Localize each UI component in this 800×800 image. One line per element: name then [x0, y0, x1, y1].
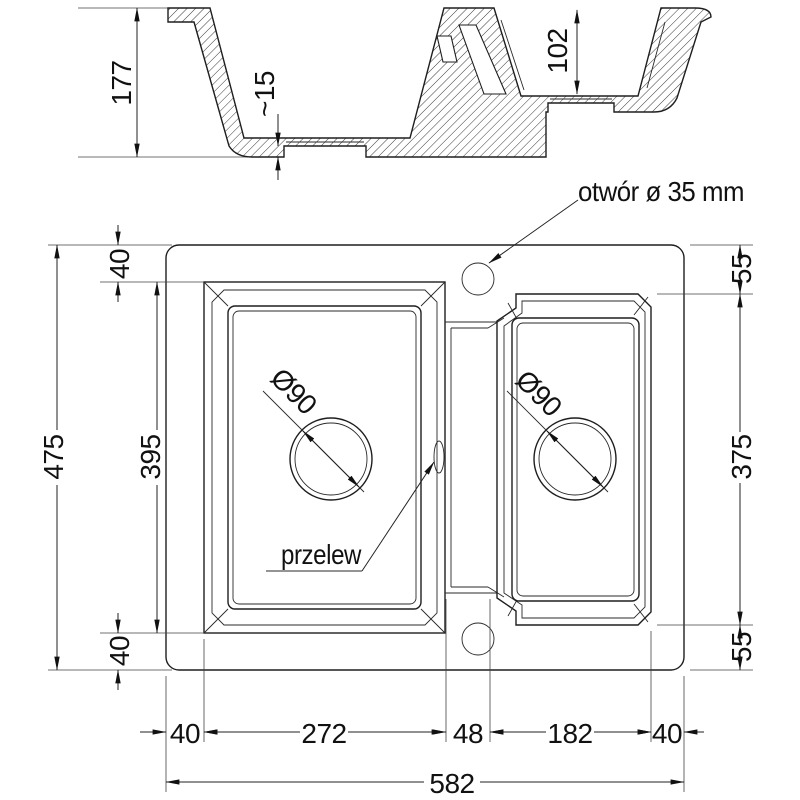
dim-right-margin-label: 40	[651, 718, 683, 749]
sink-outer-edge	[166, 245, 684, 670]
dim-bottom-recess	[249, 71, 280, 180]
left-dimensions	[38, 225, 204, 690]
dim-bottom-margin-label: 40	[103, 635, 135, 667]
divider-channel	[445, 318, 504, 597]
tap-hole-bottom	[462, 623, 494, 655]
small-drain-dia-label: Ø90	[509, 364, 568, 423]
dim-small-bowl-depth-label: 102	[541, 28, 573, 74]
dim-overall-height	[106, 8, 137, 157]
tap-hole-leader-line	[489, 200, 578, 263]
dim-small-bowl-depth-plan-label: 375	[725, 434, 757, 480]
plan-view	[166, 245, 684, 670]
dim-small-bowl-width-label: 182	[547, 718, 593, 749]
dim-top-margin-label: 40	[103, 248, 135, 280]
tap-hole-label: otwór ø 35 mm	[578, 176, 744, 207]
dim-overall-width-label: 582	[429, 768, 475, 799]
dim-small-bowl-depth	[542, 10, 577, 94]
right-dimensions	[657, 245, 757, 670]
overflow-callout	[266, 441, 444, 571]
dim-bottom-recess-label: ~15	[248, 71, 280, 117]
dim-main-bowl-width-label: 272	[301, 718, 347, 749]
main-bowl	[204, 282, 445, 633]
dim-divider-width-label: 48	[452, 718, 484, 749]
dim-right-bottom-margin-label: 55	[725, 631, 757, 663]
tap-hole-top	[462, 263, 494, 295]
tap-hole-callout	[489, 176, 744, 263]
dim-overall-height-label: 177	[105, 60, 137, 106]
section-view	[78, 8, 711, 180]
overflow-label: przelew	[281, 539, 363, 570]
dim-right-top-margin-label: 55	[725, 253, 757, 285]
small-bowl	[497, 294, 651, 625]
overflow-slot	[434, 441, 444, 473]
dim-main-bowl-depth-label: 395	[134, 434, 166, 480]
dim-overall-depth-label: 475	[37, 434, 69, 480]
dim-left-margin-label: 40	[169, 718, 201, 749]
main-drain-dia-label: Ø90	[264, 362, 323, 421]
bottom-dimensions	[140, 599, 704, 799]
